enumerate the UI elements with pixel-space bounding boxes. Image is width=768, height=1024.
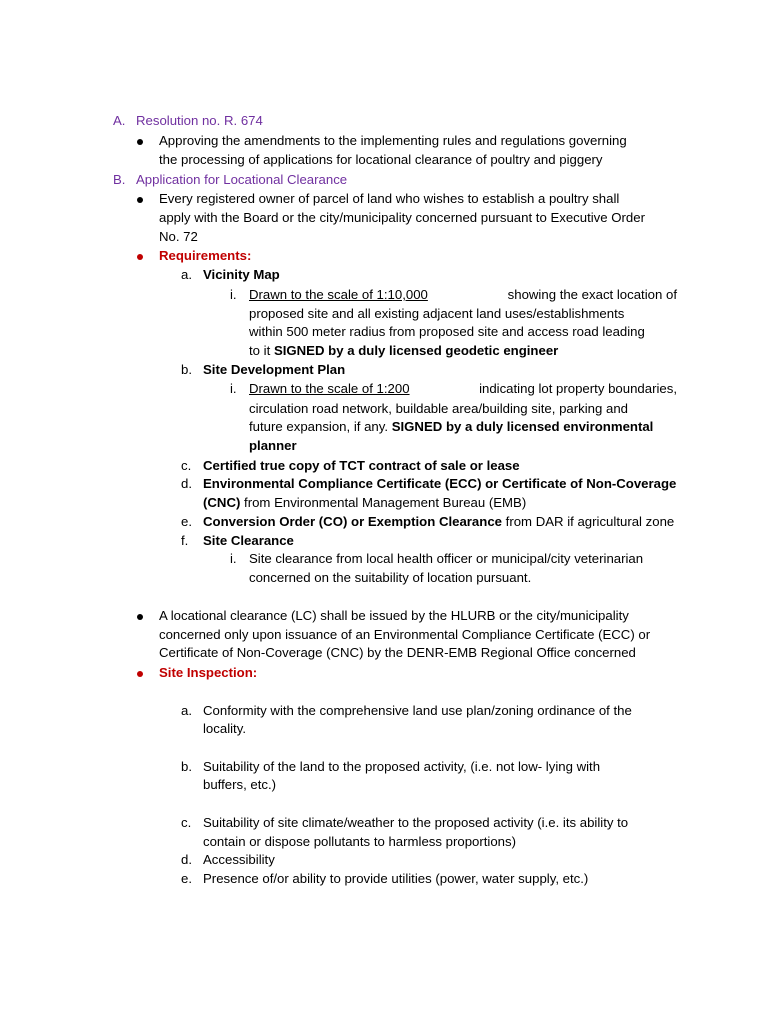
req-c-marker: c. (181, 458, 192, 473)
req-a-sub-line1: Drawn to the scale of 1:10,000 showing the exact location of (249, 287, 677, 302)
bullet-icon (137, 197, 143, 203)
section-a-marker: A. (113, 113, 126, 128)
section-b-heading: Application for Locational Clearance (136, 172, 348, 187)
req-d-marker: d. (181, 476, 192, 491)
bullet-icon (137, 671, 143, 677)
insp-e-marker: e. (181, 871, 192, 886)
req-f-label: Site Clearance (203, 533, 294, 548)
req-f-sub-marker: i. (230, 551, 237, 566)
site-inspection-label: Site Inspection: (159, 665, 258, 680)
insp-b-line1: Suitability of the land to the proposed activity, (i.e. not low- lying with (203, 759, 601, 774)
req-b-marker: b. (181, 362, 192, 377)
req-b-sub-line1: Drawn to the scale of 1:200 indicating lot property boundaries, (249, 381, 677, 396)
req-e-line: Conversion Order (CO) or Exemption Clearance from DAR if agricultural zone (203, 514, 675, 529)
insp-d-line1: Accessibility (203, 852, 275, 867)
req-b-sub-line3: future expansion, if any. SIGNED by a duly licensed environmental (249, 419, 654, 434)
req-f-sub-line1: Site clearance from local health officer or municipal/city veterinarian (249, 551, 644, 566)
req-a-marker: a. (181, 267, 192, 282)
req-f-sub-line2: concerned on the suitability of location pursuant. (249, 570, 532, 585)
req-f-marker: f. (181, 533, 189, 548)
req-a-sub-line4: to it SIGNED by a duly licensed geodetic engineer (249, 343, 559, 358)
req-a-sub-line3: within 500 meter radius from proposed site and access road leading (249, 324, 645, 339)
insp-e-line1: Presence of/or ability to provide utilities (power, water supply, etc.) (203, 871, 589, 886)
insp-c-line2: contain or dispose pollutants to harmless proportions) (203, 834, 517, 849)
bullet-icon (137, 614, 143, 620)
section-b-bullet1-line1: Every registered owner of parcel of land who wishes to establish a poultry shall (159, 191, 620, 206)
insp-a-line1: Conformity with the comprehensive land use plan/zoning ordinance of the (203, 703, 632, 718)
insp-a-line2: locality. (203, 721, 246, 736)
req-a-sub-line2: proposed site and all existing adjacent land uses/establishments (249, 306, 625, 321)
req-b-sub-marker: i. (230, 381, 237, 396)
section-b-bullet2-line1: A locational clearance (LC) shall be issued by the HLURB or the city/municipality (159, 608, 629, 623)
section-b-bullet1-line3: No. 72 (159, 229, 198, 244)
req-a-sub-marker: i. (230, 287, 237, 302)
insp-c-line1: Suitability of site climate/weather to the proposed activity (i.e. its ability to (203, 815, 629, 830)
insp-d-marker: d. (181, 852, 192, 867)
section-b-marker: B. (113, 172, 126, 187)
section-b-bullet2-line2: concerned only upon issuance of an Environmental Compliance Certificate (ECC) or (159, 627, 651, 642)
req-b-label: Site Development Plan (203, 362, 346, 377)
requirements-label: Requirements: (159, 248, 252, 263)
section-a-bullet-line2: the processing of applications for locational clearance of poultry and piggery (159, 152, 603, 167)
bullet-icon (137, 254, 143, 260)
req-b-sub-line2: circulation road network, buildable area/building site, parking and (249, 401, 629, 416)
req-b-sub-line4: planner (249, 438, 297, 453)
insp-b-marker: b. (181, 759, 192, 774)
req-a-label: Vicinity Map (203, 267, 280, 282)
section-b-bullet2-line3: Certificate of Non-Coverage (CNC) by the DENR-EMB Regional Office concerned (159, 645, 636, 660)
bullet-icon (137, 139, 143, 145)
req-d-line1: Environmental Compliance Certificate (ECC) or Certificate of Non-Coverage (203, 476, 677, 491)
insp-a-marker: a. (181, 703, 192, 718)
insp-c-marker: c. (181, 815, 192, 830)
req-d-line2: (CNC) from Environmental Management Bureau (EMB) (203, 495, 527, 510)
section-b-bullet1-line2: apply with the Board or the city/municipality concerned pursuant to Executive Order (159, 210, 645, 225)
section-a-bullet-line1: Approving the amendments to the implementing rules and regulations governing (159, 133, 627, 148)
section-a-heading: Resolution no. R. 674 (136, 113, 263, 128)
req-e-marker: e. (181, 514, 192, 529)
insp-b-line2: buffers, etc.) (203, 777, 277, 792)
req-c-label: Certified true copy of TCT contract of sale or lease (203, 458, 520, 473)
